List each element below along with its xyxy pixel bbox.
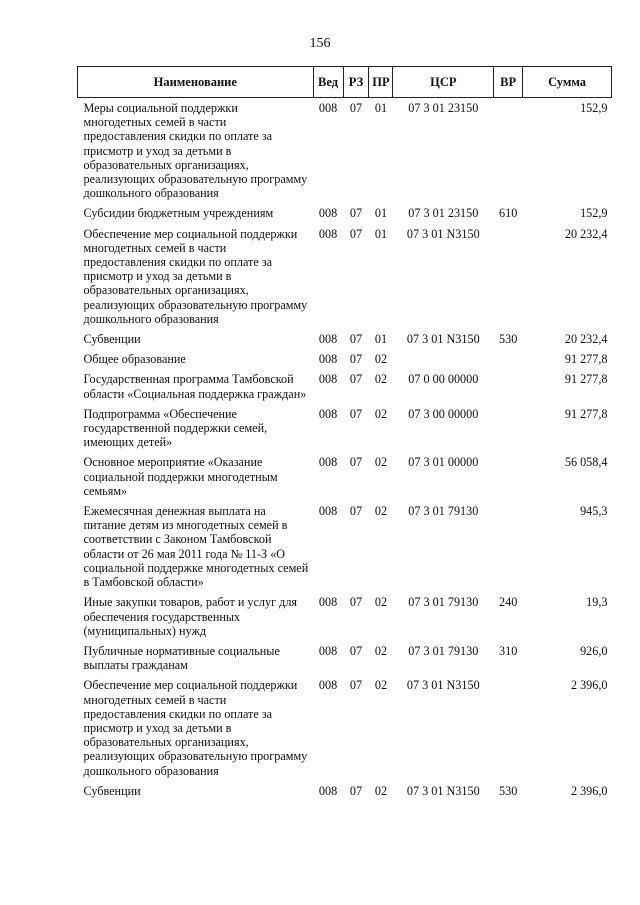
cell-name: Субвенции [83, 783, 141, 798]
cell-ved: 008 [318, 372, 338, 387]
cell-vr [494, 227, 523, 326]
cell-sum: 91 277,8 [564, 406, 608, 421]
page-number: 156 [309, 36, 331, 51]
cell-ved: 008 [318, 406, 338, 421]
cell-sum: 19,3 [586, 595, 608, 610]
header-csr: ЦСР [393, 67, 494, 98]
cell-ved: 008 [318, 783, 338, 798]
cell-name: Обеспечение мер социальной поддержки многодетных семей в части предоставления скидки по оплате за присмотр и уход за детьми в образовательных организациях, реализующих образовательную программу дошкольного образования [83, 678, 308, 778]
cell-sum: 91 277,8 [564, 372, 608, 387]
cell-rz: 07 [349, 783, 363, 798]
cell-rz: 07 [349, 678, 363, 693]
table-row [78, 504, 612, 589]
cell-csr: 07 0 00 00000 [408, 372, 479, 387]
cell-vr: 610 [499, 206, 518, 221]
cell-ved: 008 [318, 643, 338, 658]
cell-rz: 07 [349, 332, 363, 347]
cell-csr: 07 3 01 79130 [408, 643, 479, 658]
cell-csr: 07 3 01 N3150 [406, 678, 480, 693]
cell-sum: 20 232,4 [564, 332, 608, 347]
table-row [78, 455, 612, 498]
cell-sum: 152,9 [580, 206, 608, 221]
cell-vr [494, 455, 523, 498]
cell-ved: 008 [318, 504, 338, 519]
cell-rz: 07 [349, 226, 363, 241]
cell-pr: 02 [374, 352, 388, 367]
cell-rz: 07 [349, 352, 363, 367]
cell-pr: 02 [374, 455, 388, 470]
cell-csr: 07 3 01 N3150 [406, 783, 480, 798]
cell-pr: 02 [374, 783, 388, 798]
cell-name: Обеспечение мер социальной поддержки многодетных семей в части предоставления скидки по оплате за присмотр и уход за детьми в образовательных организациях, реализующих образовательную программу дошкольного образования [83, 226, 308, 326]
cell-csr: 07 3 01 23150 [408, 206, 479, 221]
table-row [78, 206, 612, 220]
cell-vr [494, 98, 523, 201]
table-row [78, 352, 612, 366]
cell-ved: 008 [318, 352, 338, 367]
cell-rz: 07 [349, 455, 363, 470]
cell-csr: 07 3 01 N3150 [406, 332, 480, 347]
cell-rz: 07 [349, 206, 363, 221]
table-row [78, 372, 612, 400]
cell-vr [494, 504, 523, 589]
table-header-row [78, 67, 612, 98]
cell-rz: 07 [349, 504, 363, 519]
cell-pr: 02 [374, 678, 388, 693]
cell-csr: 07 3 01 23150 [408, 101, 479, 115]
header-name: Наименование [78, 67, 314, 98]
cell-pr: 01 [374, 332, 388, 347]
cell-name: Субвенции [83, 332, 141, 347]
cell-sum: 91 277,8 [564, 352, 608, 367]
cell-name: Ежемесячная денежная выплата на питание детям из многодетных семей в соответствии с Законом Тамбовской области от 26 мая 2011 года № 11-З «О социальной поддержке многодетных семей в Тамбовской области» [83, 504, 309, 590]
cell-vr [494, 372, 523, 400]
cell-pr: 02 [374, 595, 388, 610]
cell-ved: 008 [318, 332, 338, 347]
cell-pr: 02 [374, 643, 388, 658]
cell-vr: 310 [499, 643, 518, 658]
cell-pr: 02 [374, 406, 388, 421]
cell-name: Основное мероприятие «Оказание социальной поддержки многодетным семьям» [83, 455, 278, 498]
cell-name: Государственная программа Тамбовской области «Социальная поддержка граждан» [83, 372, 307, 401]
cell-vr [494, 678, 523, 777]
cell-csr: 07 3 01 79130 [408, 504, 479, 519]
cell-name: Меры социальной поддержки многодетных семей в части предоставления скидки по оплате за присмотр и уход за детьми в образовательных организациях, реализующих образовательную программу дошкольного образования [83, 101, 308, 201]
table-row [78, 784, 612, 798]
cell-csr: 07 3 01 79130 [408, 595, 479, 610]
cell-sum: 2 396,0 [570, 678, 608, 693]
cell-vr: 240 [499, 595, 518, 610]
cell-ved: 008 [318, 226, 338, 241]
cell-ved: 008 [318, 678, 338, 693]
cell-rz: 07 [349, 643, 363, 658]
table-row [78, 407, 612, 450]
header-pr: ПР [369, 67, 393, 98]
cell-rz: 07 [349, 101, 363, 115]
cell-pr: 01 [374, 101, 388, 115]
cell-rz: 07 [349, 372, 363, 387]
cell-name: Иные закупки товаров, работ и услуг для обеспечения государственных (муниципальных) нужд [83, 595, 298, 638]
cell-sum: 56 058,4 [564, 455, 608, 470]
cell-csr: 07 3 01 N3150 [406, 226, 480, 241]
cell-rz: 07 [349, 406, 363, 421]
table-row [78, 644, 612, 672]
cell-ved: 008 [318, 206, 338, 221]
cell-csr [393, 352, 494, 366]
cell-pr: 01 [374, 226, 388, 241]
header-sum: Сумма [523, 67, 612, 98]
cell-vr [494, 352, 523, 366]
cell-sum: 152,9 [580, 101, 608, 115]
table-row [78, 332, 612, 346]
cell-sum: 20 232,4 [564, 226, 608, 241]
table-row [78, 678, 612, 777]
cell-name: Подпрограмма «Обеспечение государственной поддержки семей, имеющих детей» [83, 406, 268, 450]
cell-pr: 01 [374, 206, 388, 221]
budget-table [77, 66, 612, 798]
cell-ved: 008 [318, 101, 338, 115]
cell-vr: 530 [499, 783, 518, 798]
cell-name: Субсидии бюджетным учреждениям [83, 206, 274, 221]
cell-rz: 07 [349, 595, 363, 610]
cell-sum: 926,0 [580, 643, 608, 658]
cell-ved: 008 [318, 455, 338, 470]
cell-ved: 008 [318, 595, 338, 610]
cell-csr: 07 3 01 00000 [408, 455, 479, 470]
table-body [78, 98, 612, 798]
cell-vr [494, 407, 523, 450]
cell-name: Публичные нормативные социальные выплаты гражданам [83, 643, 280, 673]
cell-sum: 945,3 [580, 504, 608, 519]
cell-pr: 02 [374, 504, 388, 519]
header-vr: ВР [494, 67, 523, 98]
header-rz: РЗ [343, 67, 369, 98]
table-row [78, 227, 612, 326]
cell-pr: 02 [374, 372, 388, 387]
cell-csr: 07 3 00 00000 [408, 406, 479, 421]
cell-vr: 530 [499, 332, 518, 347]
cell-sum: 2 396,0 [570, 783, 608, 798]
table-row [78, 595, 612, 638]
cell-name: Общее образование [83, 352, 186, 367]
table-row [78, 98, 612, 201]
header-ved: Вед [313, 67, 343, 98]
